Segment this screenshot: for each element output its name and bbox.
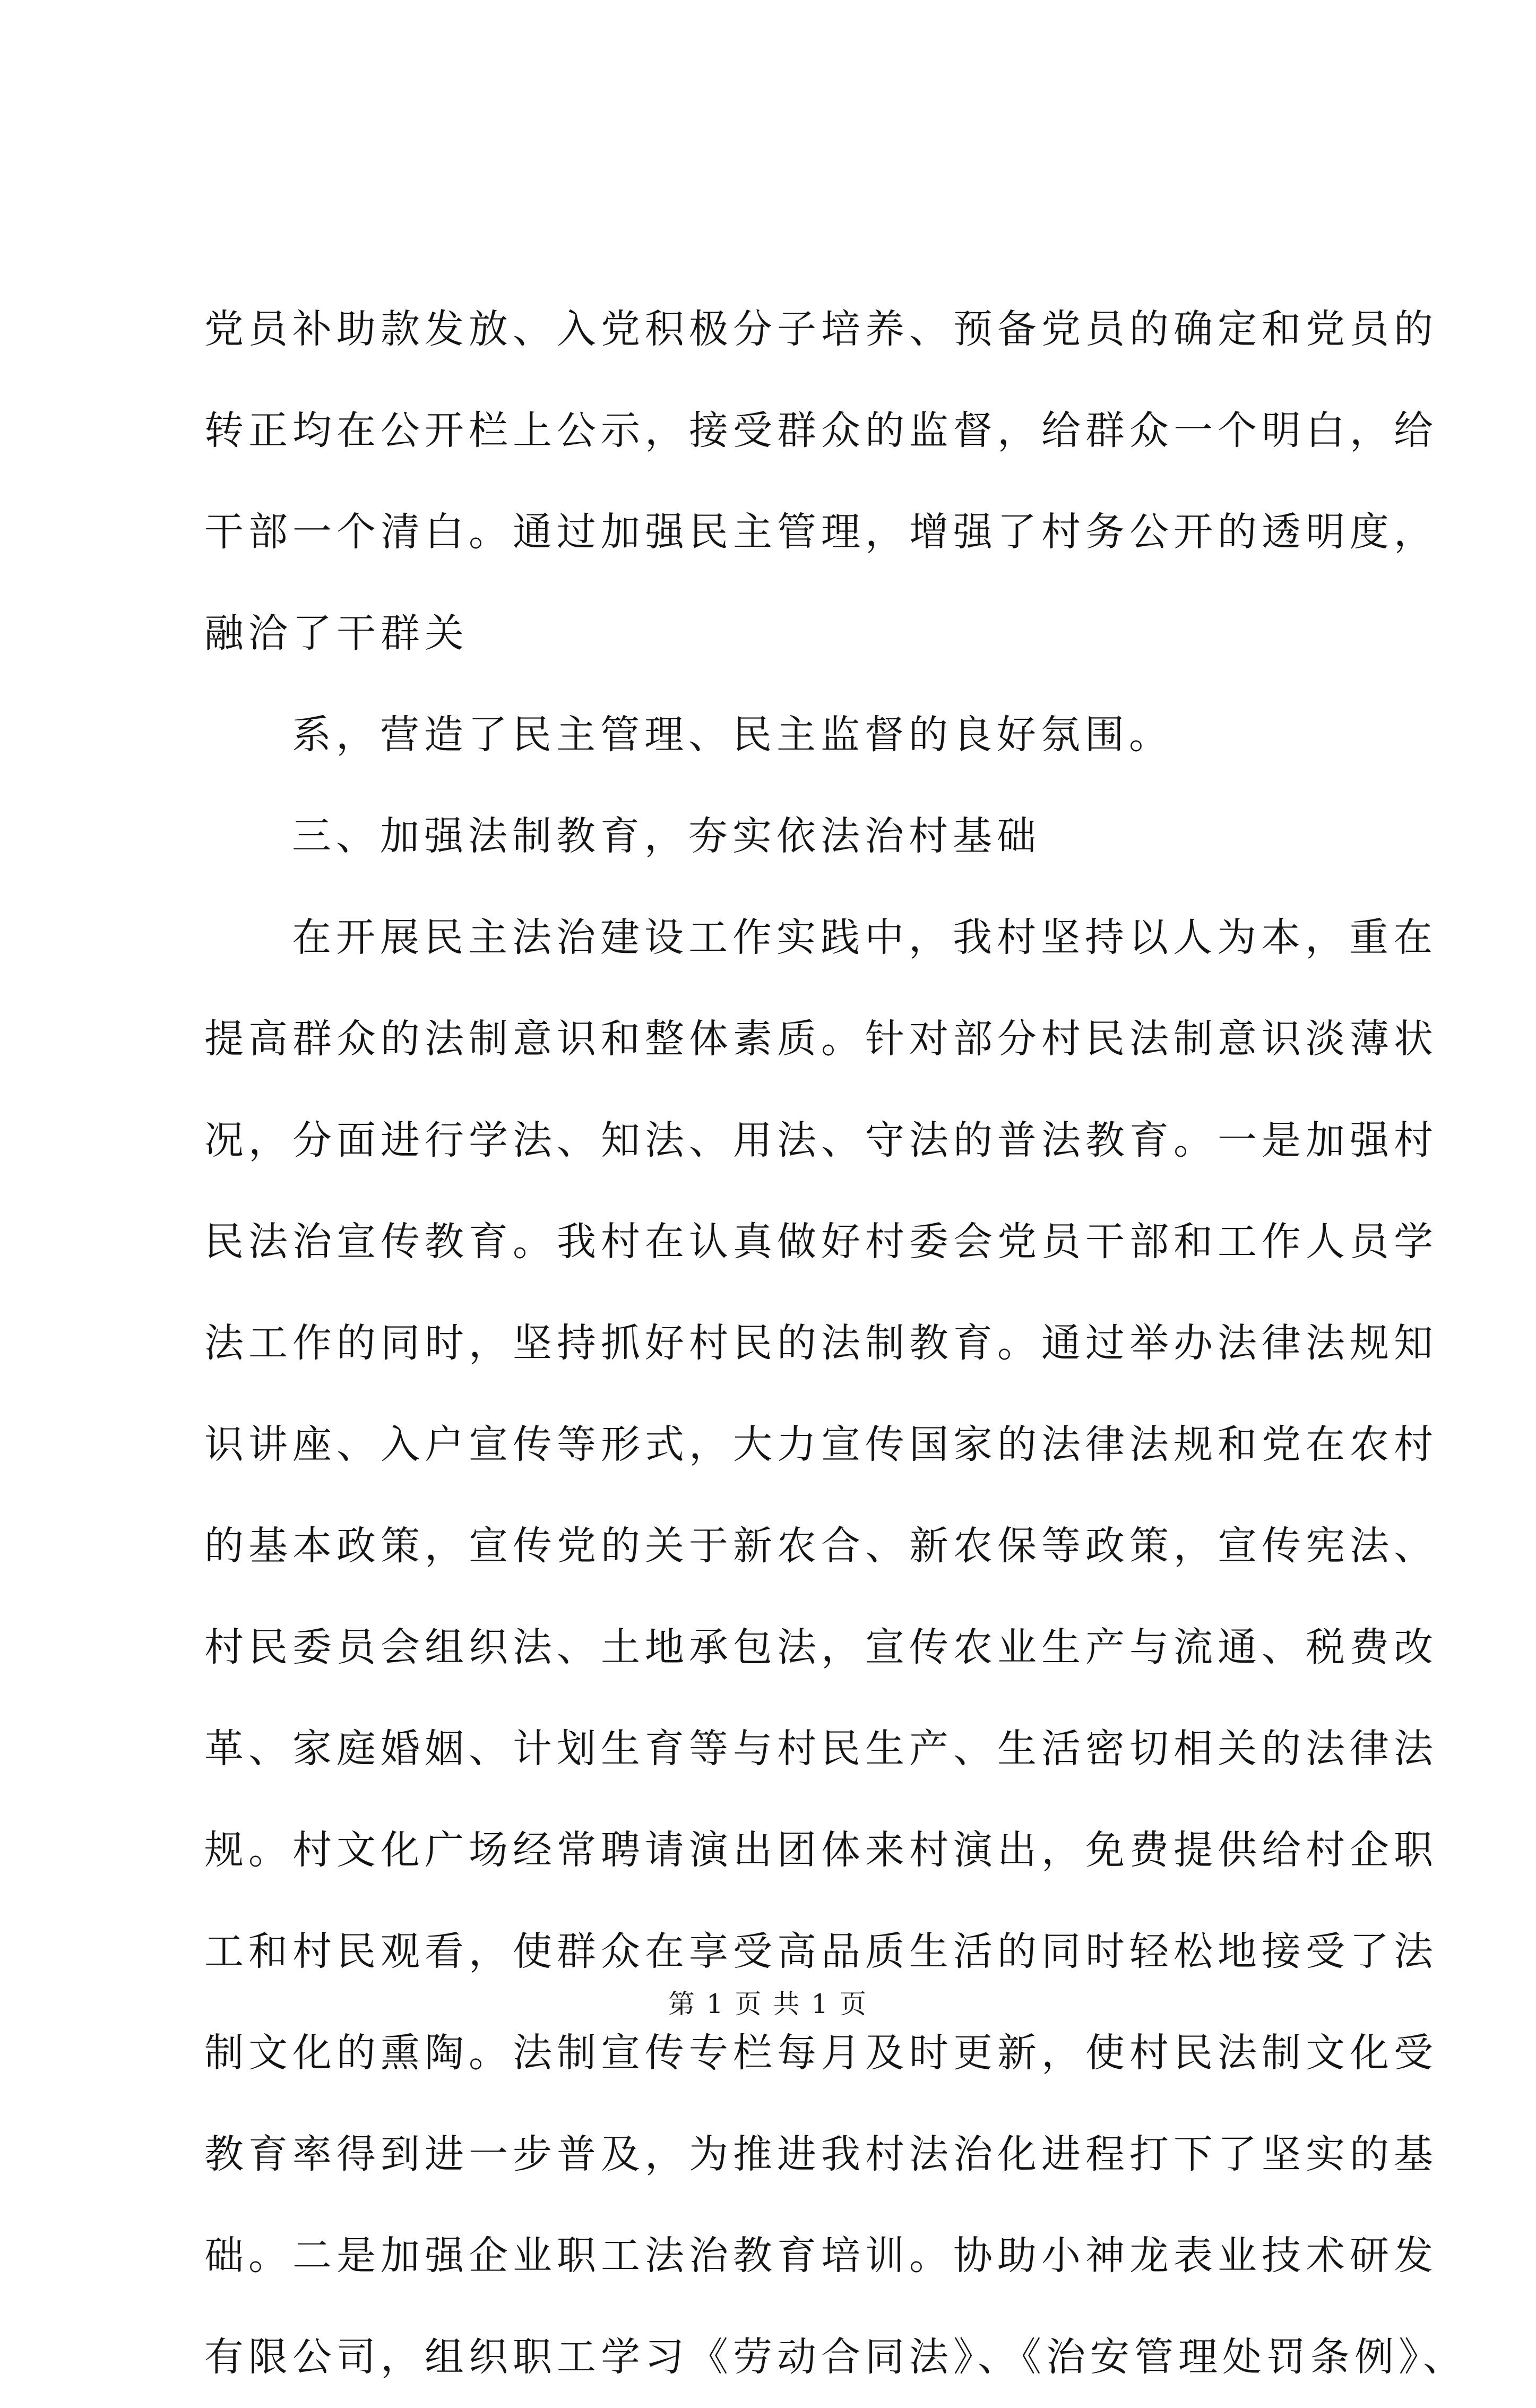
- text-line: 有限公司，组织职工学习《劳动合同法》、《治安管理处罚条例》、: [204, 2334, 1467, 2380]
- text-line: 规。村文化广场经常聘请演出团体来村演出，免费提供给村企职: [204, 1827, 1438, 1873]
- page-number-footer: 第 1 页 共 1 页: [668, 1989, 868, 2019]
- text-line: 工和村民观看，使群众在享受高品质生活的同时轻松地接受了法: [204, 1929, 1438, 1974]
- text-line: 识讲座、入户宣传等形式，大力宣传国家的法律法规和党在农村: [204, 1422, 1438, 1467]
- text-line: 法工作的同时，坚持抓好村民的法制教育。通过举办法律法规知: [204, 1320, 1438, 1366]
- document-body: [204, 279, 1467, 2408]
- text-line: 转正均在公开栏上公示，接受群众的监督，给群众一个明白，给: [204, 408, 1438, 453]
- text-line: 提高群众的法制意识和整体素质。针对部分村民法制意识淡薄状: [204, 1016, 1438, 1062]
- section-heading: 三、加强法制教育，夯实依法治村基础: [292, 813, 1041, 859]
- text-line: 革、家庭婚姻、计划生育等与村民生产、生活密切相关的法律法: [204, 1726, 1438, 1771]
- text-line: 教育率得到进一步普及，为推进我村法治化进程打下了坚实的基: [204, 2131, 1438, 2177]
- text-line: 党员补助款发放、入党积极分子培养、预备党员的确定和党员的: [204, 306, 1438, 352]
- text-line: 的基本政策，宣传党的关于新农合、新农保等政策，宣传宪法、: [204, 1523, 1438, 1569]
- text-line: 制文化的熏陶。法制宣传专栏每月及时更新，使村民法制文化受: [204, 2030, 1438, 2076]
- text-line: 系，营造了民主管理、民主监督的良好氛围。: [292, 712, 1173, 758]
- text-line: 况，分面进行学法、知法、用法、守法的普法教育。一是加强村: [204, 1117, 1438, 1163]
- text-line: 础。二是加强企业职工法治教育培训。协助小神龙表业技术研发: [204, 2233, 1438, 2278]
- text-line: 村民委员会组织法、土地承包法，宣传农业生产与流通、税费改: [204, 1624, 1438, 1670]
- text-line: 干部一个清白。通过加强民主管理，增强了村务公开的透明度，: [204, 509, 1438, 555]
- text-line: 融洽了干群关: [204, 610, 469, 656]
- text-line: 民法治宣传教育。我村在认真做好村委会党员干部和工作人员学: [204, 1219, 1438, 1265]
- text-line: 在开展民主法治建设工作实践中，我村坚持以人为本，重在: [292, 915, 1437, 960]
